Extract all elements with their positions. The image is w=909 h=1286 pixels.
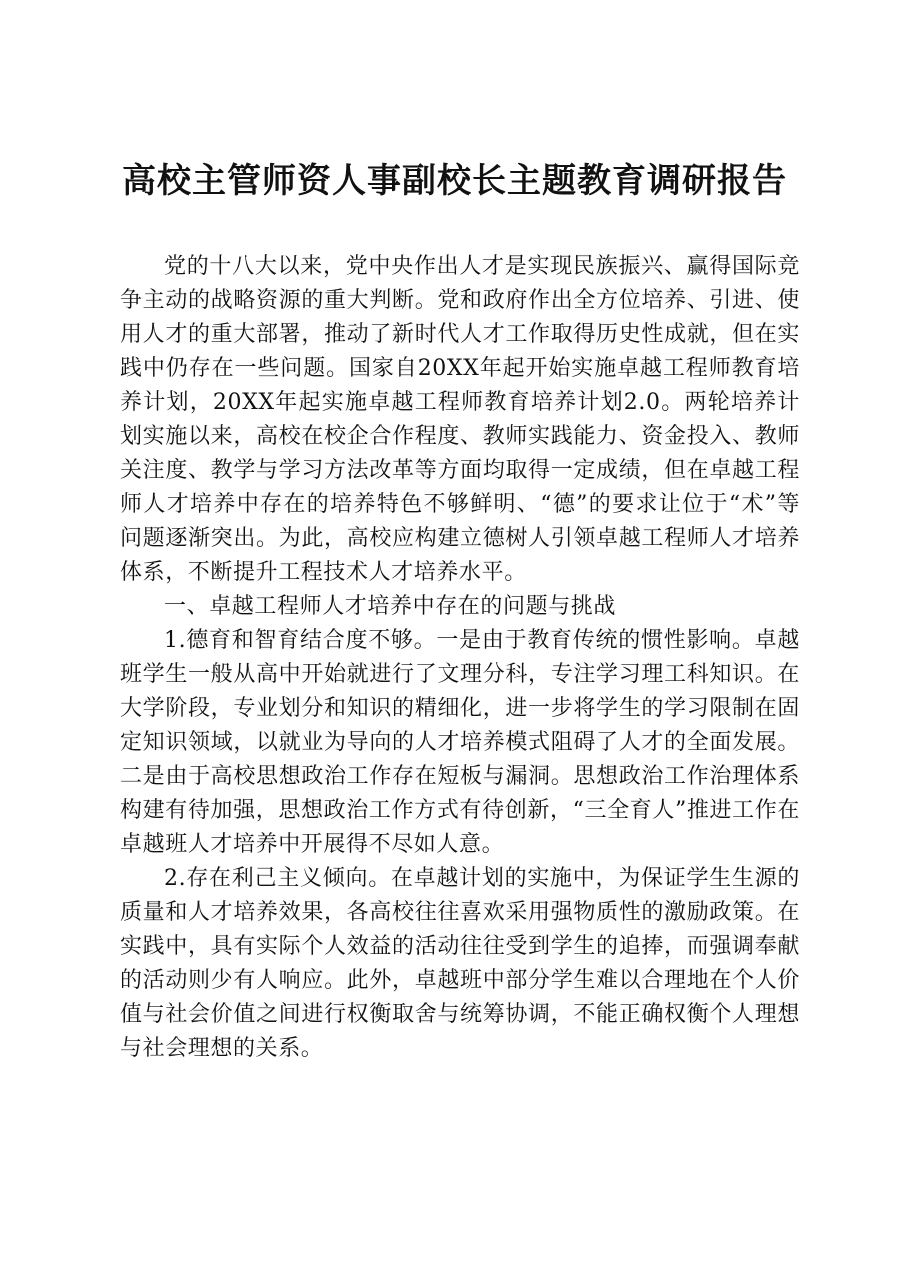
section-heading: 一、卓越工程师人才培养中存在的问题与挑战: [164, 594, 617, 619]
problem-paragraph-2: 2.存在利己主义倾向。在卓越计划的实施中，为保证学生生源的质量和人才培养效果，各高校往往喜欢采用强物质性的激励政策。在实践中，具有实际个人效益的活动往往受到学生的追捧，而强调奉献的活动则少有人响应。此外，卓越班中部分学生难以合理地在个人价值与社会价值之间进行权衡取舍与统筹协调，不能正确权衡个人理想与社会理想的关系。: [120, 866, 800, 1061]
intro-paragraph: 党的十八大以来，党中央作出人才是实现民族振兴、赢得国际竞争主动的战略资源的重大判断。党和政府作出全方位培养、引进、使用人才的重大部署，推动了新时代人才工作取得历史性成就，但在实践中仍存在一些问题。国家自20XX年起开始实施卓越工程师教育培养计划，20XX年起实施卓越工程师教育培养计划2.0。两轮培养计划实施以来，高校在校企合作程度、教师实践能力、资金投入、教师关注度、教学与学习方法改革等方面均取得一定成绩，但在卓越工程师人才培养中存在的培养特色不够鲜明、“德”的要求让位于“术”等问题逐渐突出。为此，高校应构建立德树人引领卓越工程师人才培养体系，不断提升工程技术人才培养水平。: [120, 254, 800, 585]
document-title: 高校主管师资人事副校长主题教育调研报告: [122, 161, 787, 201]
document-body: [120, 250, 800, 1066]
problem-paragraph-1: 1.德育和智育结合度不够。一是由于教育传统的惯性影响。卓越班学生一般从高中开始就进行了文理分科，专注学习理工科知识。在大学阶段，专业划分和知识的精细化，进一步将学生的学习限制在固定知识领域，以就业为导向的人才培养模式阻碍了人才的全面发展。二是由于高校思想政治工作存在短板与漏洞。思想政治工作治理体系构建有待加强，思想政治工作方式有待创新，“三全育人”推进工作在卓越班人才培养中开展得不尽如人意。: [120, 628, 800, 857]
